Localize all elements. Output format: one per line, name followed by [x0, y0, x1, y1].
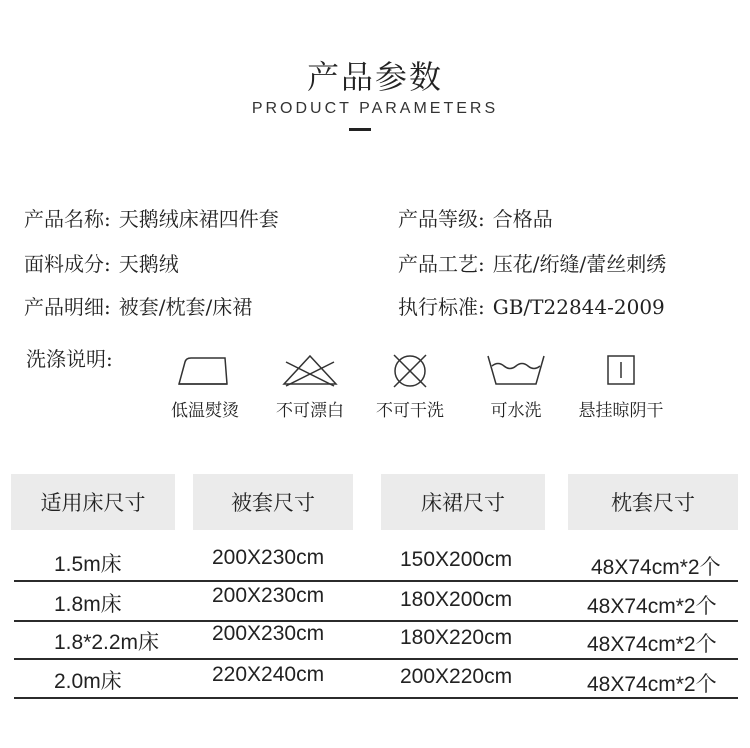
param-label: 产品等级:	[398, 207, 485, 231]
table-cell: 48X74cm*2个	[587, 633, 717, 656]
param-value: 合格品	[492, 207, 553, 231]
wash-item-iron	[155, 350, 255, 421]
line-dry-icon	[589, 350, 653, 390]
table-cell: 1.8*2.2m床	[54, 631, 160, 654]
table-cell: 200X230cm	[212, 622, 325, 645]
table-cell: 2.0m床	[54, 670, 122, 693]
table-cell: 48X74cm*2个	[587, 595, 717, 618]
table-cell: 48X74cm*2个	[591, 556, 721, 579]
table-cell: 200X230cm	[212, 584, 325, 607]
table-cell: 48X74cm*2个	[587, 673, 717, 696]
wash-text: 不可漂白	[276, 401, 344, 421]
wash-item-hand-wash	[466, 350, 566, 421]
table-cell: 150X200cm	[400, 548, 513, 571]
wash-text: 可水洗	[490, 401, 542, 421]
wash-item-no-bleach	[260, 350, 360, 421]
table-header-pillowcase: 枕套尺寸	[568, 474, 738, 530]
wash-text: 低温熨烫	[171, 401, 239, 421]
wash-label: 洗涤说明:	[26, 347, 113, 371]
param-product-grade	[398, 203, 553, 232]
param-label: 产品明细:	[24, 295, 111, 319]
param-label: 产品工艺:	[398, 252, 485, 276]
table-cell: 1.5m床	[54, 553, 122, 576]
param-label: 面料成分:	[24, 252, 111, 276]
param-value: 压花/绗缝/蕾丝刺绣	[492, 252, 667, 276]
param-fabric	[24, 248, 179, 277]
page-subtitle: PRODUCT PARAMETERS	[251, 100, 499, 117]
param-craft	[398, 248, 666, 277]
no-dry-clean-icon	[378, 350, 442, 390]
wash-item-line-dry	[571, 350, 671, 421]
table-header-duvet: 被套尺寸	[193, 474, 353, 530]
wash-text: 不可干洗	[376, 401, 444, 421]
param-detail	[24, 291, 252, 320]
param-label: 执行标准:	[398, 295, 485, 319]
table-cell: 180X220cm	[400, 626, 513, 649]
no-bleach-icon	[278, 350, 342, 390]
param-product-name	[24, 203, 279, 232]
table-row	[14, 620, 738, 660]
table-cell: 1.8m床	[54, 593, 122, 616]
table-header-bed: 适用床尺寸	[11, 474, 175, 530]
table-row	[14, 542, 738, 582]
table-header-bedskirt: 床裙尺寸	[381, 474, 545, 530]
iron-icon	[173, 350, 237, 390]
param-label: 产品名称:	[24, 207, 111, 231]
title-underline	[349, 128, 371, 131]
table-row	[14, 582, 738, 622]
table-cell: 180X200cm	[400, 588, 513, 611]
param-value: GB/T22844-2009	[492, 295, 665, 319]
param-standard	[398, 291, 665, 320]
table-row	[14, 659, 738, 699]
param-value: 被套/枕套/床裙	[118, 295, 253, 319]
table-cell: 220X240cm	[212, 663, 325, 686]
wash-item-no-dry-clean	[360, 350, 460, 421]
table-cell: 200X230cm	[212, 546, 325, 569]
param-value: 天鹅绒	[118, 252, 179, 276]
wash-text: 悬挂晾阴干	[578, 401, 664, 421]
param-value: 天鹅绒床裙四件套	[118, 207, 279, 231]
page-title: 产品参数	[306, 58, 443, 96]
table-cell: 200X220cm	[400, 665, 513, 688]
hand-wash-icon	[484, 350, 548, 390]
